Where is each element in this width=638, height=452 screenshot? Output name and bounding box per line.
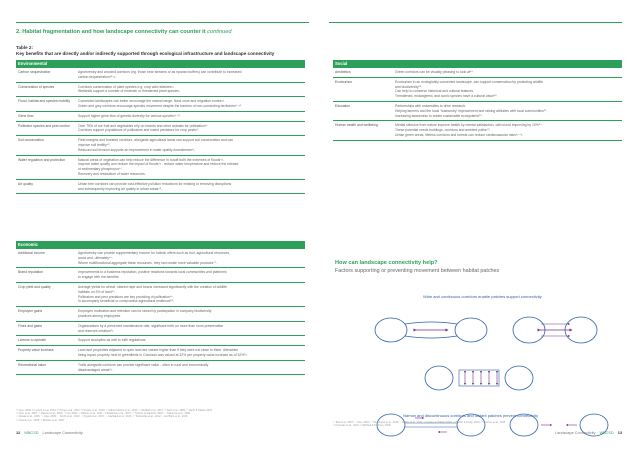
- row-text-line: Natural areas of vegetation can help reduce the difference in runoff both the extremes of floods⁴²,: [78, 157, 224, 162]
- row-text-line: Can help to conserve historical and cultural features.: [395, 89, 474, 94]
- table-row: [333, 102, 622, 121]
- row-text: [78, 99, 305, 109]
- row-label: Property value increase: [18, 348, 54, 353]
- diagram-bottom-label: Narrow and discontinuous corridors and distant patches prevent connectivity: [403, 413, 539, 418]
- row-label: Pollinator species and pest control: [18, 123, 70, 128]
- row-text-line: Organisations by a preserved maintenance rate, significant forth on more than room preservation: [78, 323, 224, 328]
- row-text-line: Over 75% of our fruit and vegetables rely on insects and other animals for pollination³⁸.: [78, 123, 209, 128]
- row-text-line: Support stockpiles as well to fulfil regulations.: [78, 338, 147, 343]
- section-title-continued: continued: [207, 29, 232, 35]
- row-text-line: and biodiversity⁵⁵.: [395, 84, 423, 89]
- row-text-line: Recovery and restoration of water resources.: [78, 171, 146, 176]
- row-label: Crop yield and quality: [18, 284, 51, 289]
- row-text-line: being equal, property next to greenfields in Colorado was valued at 32% per property value increase as of 32%⁵².: [78, 352, 248, 357]
- connectivity-heading: How can landscape connectivity help?: [335, 260, 438, 266]
- section-title: [16, 29, 231, 35]
- row-text: [78, 114, 305, 119]
- row-label: Recreational value: [18, 362, 47, 367]
- row-text-line: Agroforestry can provide supplementary income for holistic offers such as fruit, agricultural resources,: [78, 251, 231, 255]
- row-text-line: Threatened, endangered, and iconic species have a cultural value⁵⁶.: [395, 94, 498, 99]
- row-text-line: carbon sequestration³⁰·³¹.: [78, 74, 117, 79]
- social-rows: [333, 68, 622, 141]
- table-caption-title: Key benefits that are directly and/or indirectly supported through ecological infrastructure and landscape connectivity: [16, 50, 275, 56]
- row-text: [78, 309, 305, 319]
- environmental-header: Environmental: [16, 60, 305, 68]
- row-text-line: Land and properties adjacent to open land are valued higher than if they were not close to them. Alterables: [78, 348, 239, 353]
- table-caption: [16, 45, 306, 56]
- row-text: [395, 80, 622, 99]
- row-label: Gene flow: [18, 113, 34, 118]
- page-number-right: 13: [617, 431, 622, 435]
- row-label: Carbon sequestration: [18, 70, 51, 74]
- row-text-line: practices among employees.: [78, 313, 122, 318]
- table-row: [333, 78, 622, 102]
- table-row: [16, 307, 305, 322]
- row-label: Conservation of species: [18, 84, 55, 89]
- table-row: [16, 112, 305, 122]
- brand-name-left: WBCSD: [24, 431, 39, 435]
- right-page: [319, 0, 638, 452]
- row-text: [78, 124, 305, 134]
- row-text-line: Green corridors can be visually pleasing to look at⁵⁴.: [395, 70, 474, 74]
- connectivity-diagram: [319, 300, 638, 440]
- table-row: [16, 68, 305, 83]
- table-row: [16, 336, 305, 346]
- table-row: [333, 68, 622, 78]
- footnotes-right: [333, 421, 622, 427]
- row-text-line: Partnerships with universities to drive research.: [395, 103, 467, 108]
- row-text: [78, 285, 305, 304]
- table-row: [16, 283, 305, 307]
- row-text: [78, 182, 305, 192]
- row-text-line: Employee motivation and retention can be raised by participation in company biodiversity: [78, 309, 212, 314]
- table-row: [16, 346, 305, 361]
- row-text-line: Urban green areas, lifeless corridors and forests can reduce cardiovascular risks⁶¹·⁶².: [395, 132, 523, 137]
- row-text: [78, 348, 305, 358]
- row-text-line: Ecotourism in an ecologically connected landscape, can support conservation by protecting wildlife: [395, 79, 543, 84]
- environmental-rows: [16, 68, 305, 194]
- row-label: Aesthetics: [335, 70, 351, 74]
- row-text: [78, 324, 305, 334]
- row-text-line: Connected landscapes can better encourage the natural range, flood zone and migration routes³³.: [78, 99, 225, 104]
- table-row: [16, 122, 305, 137]
- row-text-line: Mental stimulus from nature improve health by mental satisfaction, with mood improving by 10%⁵⁹.: [395, 123, 543, 128]
- diagram-stepping-stones: [425, 366, 533, 390]
- row-label: Education: [335, 103, 351, 108]
- row-text-line: Urban tree corridors can provide cost-effective pollution reductions for existing or removing disruptions: [78, 181, 232, 186]
- row-label: Water regulation and protection: [18, 157, 66, 162]
- row-text: [395, 104, 622, 118]
- row-text-line: habitats on 3% of land⁴⁸.: [78, 289, 116, 294]
- table-row: [16, 180, 305, 195]
- row-text-line: These potential needs buildings, corridors and ambient paths⁶⁰.: [395, 128, 491, 133]
- footnote-line: ⁵² Correll et al., 1978; ⁵³ Bowker et al., 2007: [16, 418, 65, 422]
- table-row: [16, 83, 305, 98]
- row-text-line: In accompany beneficial or compromise agricultural resilience⁵⁰.: [78, 299, 175, 304]
- diagram-wide-corridor: [375, 318, 487, 342]
- row-text: [395, 123, 622, 137]
- table-row: [16, 97, 305, 112]
- row-label: Flood, habitat and species mobility: [18, 99, 71, 104]
- footer-title-left: Landscape Connectivity: [42, 431, 83, 435]
- row-label: Human health and wellbeing: [335, 123, 378, 128]
- footnote-line: ⁴⁵ Nowak et al., 2006; ⁴⁶ Jose, 2009; ⁴⁷ Smith et al., 2012; ⁴⁸ Pywell et al., 2015; ⁴⁹ Garibaldi et al., 2013; ⁵⁰ Tscharntke et al., 2012; ⁵¹ ten Brink et al., 2016: [16, 415, 188, 419]
- economic-header: Economic: [16, 241, 305, 249]
- row-text-line: Average yields for wheat, oilseed rape and beans increased significantly with the creation of wildlife: [78, 284, 227, 289]
- row-text-line: improve water quality and reduce the impact of floods⁴³ - reduce water temperature and reduce the release: [78, 162, 239, 167]
- social-table: [333, 60, 622, 141]
- row-text-line: Field margins and forested corridors, alongside agricultural lands can support soil conservation and can: [78, 138, 234, 143]
- row-text-line: disadvantaged areas⁵³.: [78, 367, 113, 372]
- row-label: Additional income: [18, 251, 45, 255]
- row-text-line: Improvements to a business reputation, positive reactions towards local communities and platforms: [78, 270, 227, 275]
- table-row: [16, 361, 305, 376]
- table-row: [16, 268, 305, 283]
- row-text-line: wood and, ultimately⁴⁶.: [78, 255, 113, 260]
- row-text-line: Wetlands support a number of endemic or threatened plant species.: [78, 89, 180, 94]
- row-text-line: Pollinators and pest predators are key providing of pollination⁴⁹.: [78, 294, 174, 299]
- social-header: Social: [333, 60, 622, 68]
- row-text-line: improve soil fertility⁴⁰.: [78, 142, 111, 147]
- row-text-line: Where multifunctional aggregate these resources, they can create more valuable products⁴⁷.: [78, 260, 217, 265]
- diagram-top-label: Wide and continuous corridors enable patches support connectivity: [423, 294, 542, 299]
- table-caption-number: Table 2:: [16, 45, 34, 50]
- footnote-line: ³⁸ Klein et al., 2007; ³⁹ Bianchi et al., 2006; ⁴⁰ Lal, 2004; ⁴¹ Dabney et al., 2001; ⁴² Bradshaw et al., 2007; ⁴³ Tockner & Stanford, 2002; ⁴⁴ Tabacchi et al., 2000: [16, 412, 191, 416]
- row-label: License to operate: [18, 338, 46, 343]
- table-row: [16, 322, 305, 337]
- row-label: Soil conservation: [18, 138, 44, 143]
- environmental-table: [16, 60, 305, 194]
- row-text-line: Helping farmers and the local 'husbandry' improvement and raising attitudes with local communities⁵⁷.: [395, 108, 548, 113]
- diagram-near-patches: [513, 317, 597, 343]
- row-label: Air quality: [18, 181, 33, 186]
- row-text-line: Support higher gene flow of genetic diversity for various species³⁶·³⁷.: [78, 113, 181, 118]
- table-row: [16, 156, 305, 180]
- row-text-line: Green and grey corridors encourage species movement despite the barriers of non-connecting territories³⁴·³⁵.: [78, 103, 242, 108]
- row-text: [78, 270, 305, 280]
- row-text: [78, 85, 305, 95]
- table-row: [16, 136, 305, 155]
- top-rule-right: [329, 22, 622, 23]
- section-title-text: 2. Habitat fragmentation and how landscape connectivity can counter it: [16, 29, 206, 35]
- page-number-left: 12: [16, 431, 21, 435]
- footnotes-left: [16, 409, 305, 422]
- row-text: [395, 70, 622, 75]
- row-text-line: and subsequently improving air quality in urban areas⁴⁵.: [78, 186, 163, 191]
- footer-right: [555, 431, 622, 435]
- brand-name-right: WBCSD: [599, 431, 614, 435]
- row-text-line: and reserves creation⁵¹.: [78, 328, 115, 333]
- row-text: [78, 158, 305, 177]
- row-text: [78, 70, 305, 80]
- connectivity-subheading: Factors supporting or preventing movement between habitat patches: [335, 268, 500, 274]
- row-text: [78, 251, 305, 265]
- economic-table: [16, 241, 305, 375]
- row-text-line: Agroforestry and wooded corridors (eg. those near streams or as riparian buffers) can contribute to increased: [78, 70, 242, 74]
- row-label: Brand reputation: [18, 270, 44, 275]
- top-rule-left: [16, 22, 309, 23]
- row-text: [78, 338, 305, 343]
- row-text-line: Corridors conservation of plant species e.g. crop wild relatives³².: [78, 84, 175, 89]
- footnote-line: ⁵⁴ Bell et al., 2007; ⁵⁵ Kiss, 2004; ⁵⁶ Hausmann et al., 2016; ⁵⁷ Dobbs et al., 2011; ⁵⁸ Krasny & Tidball, 2009; ⁵⁹ Barton & Pretty, 2010; ⁶⁰ Gascon et al., 2015: [333, 421, 506, 424]
- row-text-line: Trails alongside corridors can provide significant value - often in rural and economically: [78, 362, 209, 367]
- row-label: Employee gains: [18, 309, 43, 314]
- economic-rows: [16, 249, 305, 375]
- row-text: [78, 363, 305, 373]
- table-row: [333, 121, 622, 140]
- row-text-line: Increasing awareness to create sustainable ecosystems⁵⁸.: [395, 113, 483, 118]
- footer-title-right: Landscape Connectivity: [555, 431, 596, 435]
- row-text-line: Reduced soil erosion supports an improvement in water quality downstream⁴¹.: [78, 147, 196, 152]
- row-text-line: Corridors support populations of pollinators and insect predators for crop pests³⁹.: [78, 128, 200, 133]
- row-text-line: of sedimentary phosphorus⁴⁴.: [78, 167, 123, 172]
- row-label: Fines and gains: [18, 323, 42, 328]
- row-label: Ecotourism: [335, 79, 352, 84]
- footer-left: [16, 431, 83, 435]
- footnote-line: ³⁰ Jose, 2009; ³¹ Lorenz & Lal, 2014; ³² Hunter et al., 2012; ³³ Krosby et al., 2010; ³⁴ Gilbert-Norton et al., 2010; ³⁵ Haddad et al., 2014; ³⁶ Aars et al., 1999; ³⁷ Mech & Hallett, 2001: [16, 409, 212, 412]
- row-text-line: to engage with the benefits.: [78, 275, 120, 280]
- footnote-line: ⁶¹ Donovan et al., 2013; ⁶² Mitchell & Popham, 2008: [333, 424, 391, 428]
- row-text: [78, 138, 305, 152]
- table-row: [16, 249, 305, 268]
